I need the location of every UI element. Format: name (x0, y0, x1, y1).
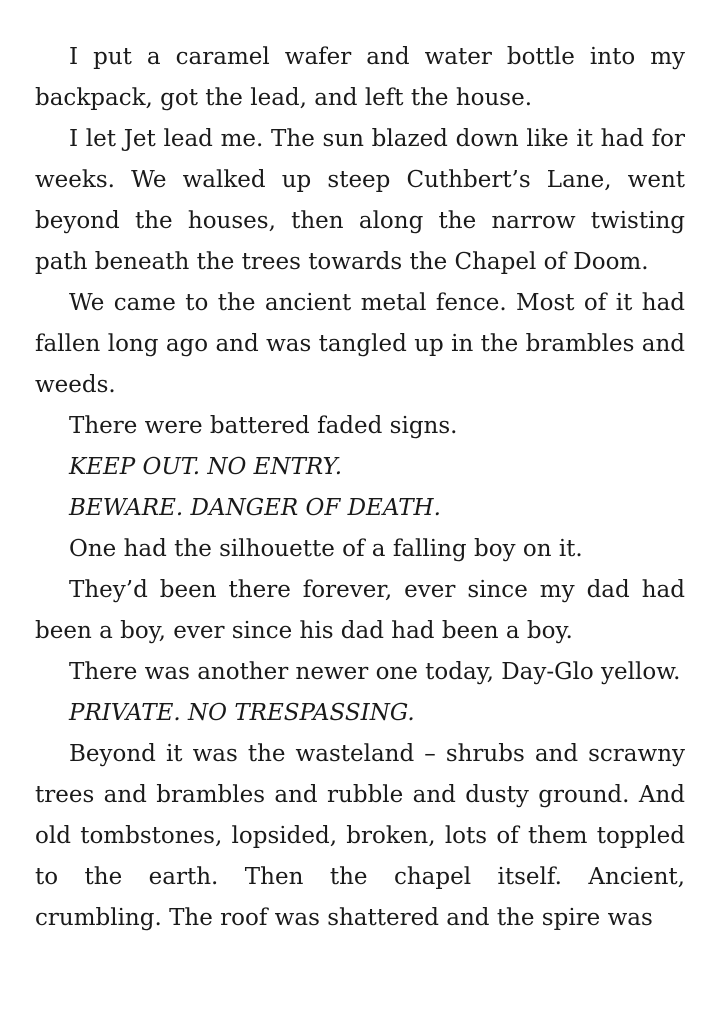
paragraph: I let Jet lead me. The sun blazed down like it had for weeks. We walked up steep Cuthbert’s Lane, went beyond the houses, then along the narrow twisting path beneath the trees towards the Chapel of Doom. (35, 126, 685, 275)
paragraph: I put a caramel wafer and water bottle into my backpack, got the lead, and left the house. (35, 44, 685, 111)
sign-text: KEEP OUT. NO ENTRY. (69, 454, 343, 480)
paragraph: They’d been there forever, ever since my dad had been a boy, ever since his dad had been a boy. (35, 577, 685, 644)
paragraph: We came to the ancient metal fence. Most of it had fallen long ago and was tangled up in the brambles and weeds. (35, 290, 685, 398)
paragraph: There were battered faded signs. (69, 413, 458, 439)
sign-text: BEWARE. DANGER OF DEATH. (69, 495, 441, 521)
paragraph: One had the silhouette of a falling boy on it. (69, 536, 583, 562)
sign-text: PRIVATE. NO TRESPASSING. (69, 700, 415, 726)
paragraph: There was another newer one today, Day-Glo yellow. (69, 659, 681, 685)
paragraph: Beyond it was the wasteland – shrubs and scrawny trees and brambles and rubble and dusty ground. And old tombstones, lopsided, broken, lots of them toppled to the earth. Then the chapel itself. Ancient, crumbling. The roof was shattered and the spire was (35, 741, 685, 931)
page-text (35, 37, 685, 939)
